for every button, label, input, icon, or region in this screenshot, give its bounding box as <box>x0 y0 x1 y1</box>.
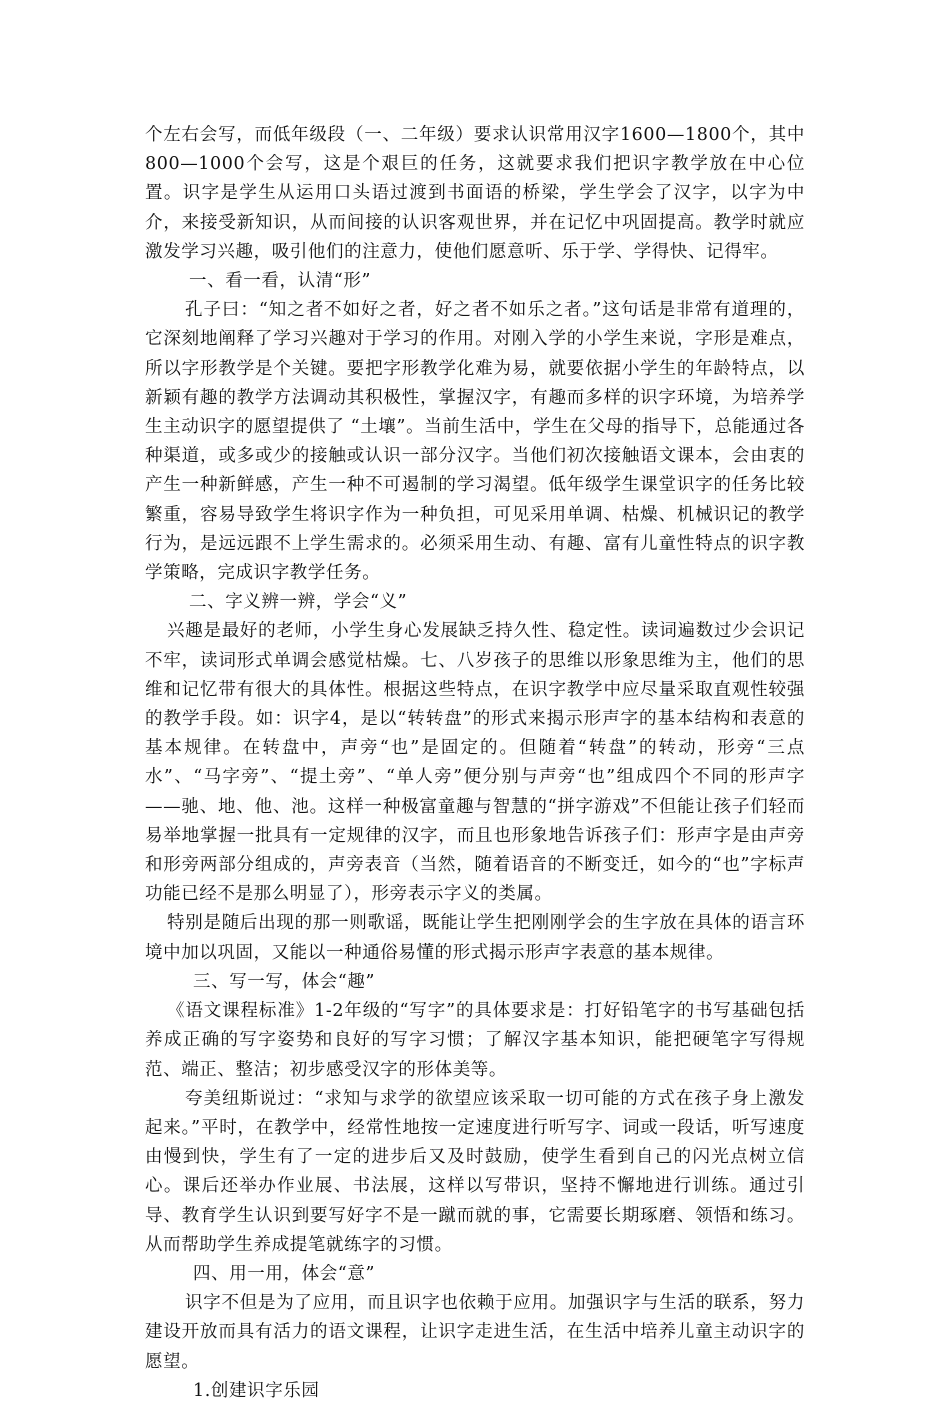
paragraph-section-1: 孔子曰：“知之者不如好之者，好之者不如乐之者。”这句话是非常有道理的，它深刻地阐释了学习兴趣对于学习的作用。对刚入学的小学生来说，字形是难点，所以字形教学是个关键。要把字形教学化难为易，就要依据小学生的年龄特点，以新颖有趣的教学方法调动其积极性，掌握汉字，有趣而多样的识字环境，为培养学生主动识字的愿望提供了 “土壤”。当前生活中，学生在父母的指导下，总能通过各种渠道，或多或少的接触或认识一部分汉字。当他们初次接触语文课本，会由衷的产生一种新鲜感，产生一种不可遏制的学习渴望。低年级学生课堂识字的任务比较繁重，容易导致学生将识字作为一种负担，可见采用单调、枯燥、机械识记的教学行为，是远远跟不上学生需求的。必须采用生动、有趣、富有儿童性特点的识字教学策略，完成识字教学任务。 <box>145 300 805 584</box>
subsection-heading-4-1: 1.创建识字乐园 <box>193 1380 320 1401</box>
section-heading-1: 一、看一看，认清“形” <box>189 271 371 292</box>
paragraph-section-2b: 特别是随后出现的那一则歌谣，既能让学生把刚刚学会的生字放在具体的语言环境中加以巩固，又能以一种通俗易懂的形式揭示形声字表意的基本规律。 <box>145 913 805 963</box>
section-heading-2: 二、字义辨一辨，学会“义” <box>189 592 408 613</box>
section-heading-3: 三、写一写，体会“趣” <box>193 971 375 992</box>
paragraph-section-2a: 兴趣是最好的老师，小学生身心发展缺乏持久性、稳定性。读词遍数过少会识记不牢，读词形式单调会感觉枯燥。七、八岁孩子的思维以形象思维为主，他们的思维和记忆带有很大的具体性。根据这些特点，在识字教学中应尽量采取直观性较强的教学手段。如：识字4，是以“转转盘”的形式来揭示形声字的基本结构和表意的基本规律。在转盘中，声旁“也”是固定的。但随着“转盘”的转动，形旁“三点水”、“马字旁”、“提土旁”、“单人旁”便分别与声旁“也”组成四个不同的形声字——驰、地、他、池。这样一种极富童趣与智慧的“拼字游戏”不但能让孩子们轻而易举地掌握一批具有一定规律的汉字，而且也形象地告诉孩子们：形声字是由声旁和形旁两部分组成的，声旁表音（当然，随着语音的不断变迁，如今的“也”字标声功能已经不是那么明显了），形旁表示字义的类属。 <box>145 621 805 905</box>
paragraph-section-3b: 夸美纽斯说过：“求知与求学的欲望应该采取一切可能的方式在孩子身上激发起来。”平时，在教学中，经常性地按一定速度进行听写字、词或一段话，听写速度由慢到快，学生有了一定的进步后又及时鼓励，使学生看到自己的闪光点树立信心。课后还举办作业展、书法展，这样以写带识，坚持不懈地进行训练。通过引导、教育学生认识到要写好字不是一蹴而就的事，它需要长期琢磨、领悟和练习。从而帮助学生养成提笔就练字的习惯。 <box>145 1088 805 1255</box>
paragraph-section-4: 识字不但是为了应用，而且识字也依赖于应用。加强识字与生活的联系，努力建设开放而具有活力的语文课程，让识字走进生活，在生活中培养儿童主动识字的愿望。 <box>145 1293 805 1372</box>
paragraph-section-3a: 《语文课程标准》1-2年级的“写字”的具体要求是：打好铅笔字的书写基础包括养成正确的写字姿势和良好的写字习惯；了解汉字基本知识，能把硬笔字写得规范、端正、整洁；初步感受汉字的形体美等。 <box>145 1001 805 1080</box>
section-heading-4: 四、用一用，体会“意” <box>193 1263 375 1284</box>
paragraph-intro: 个左右会写，而低年级段（一、二年级）要求认识常用汉字1600—1800个，其中800—1000个会写，这是个艰巨的任务，这就要求我们把识字教学放在中心位置。识字是学生从运用口头语过渡到书面语的桥梁，学生学会了汉字，以字为中介，来接受新知识，从而间接的认识客观世界，并在记忆中巩固提高。教学时就应激发学习兴趣，吸引他们的注意力，使他们愿意听、乐于学、学得快、记得牢。 <box>145 125 805 262</box>
document-body <box>145 121 805 1406</box>
